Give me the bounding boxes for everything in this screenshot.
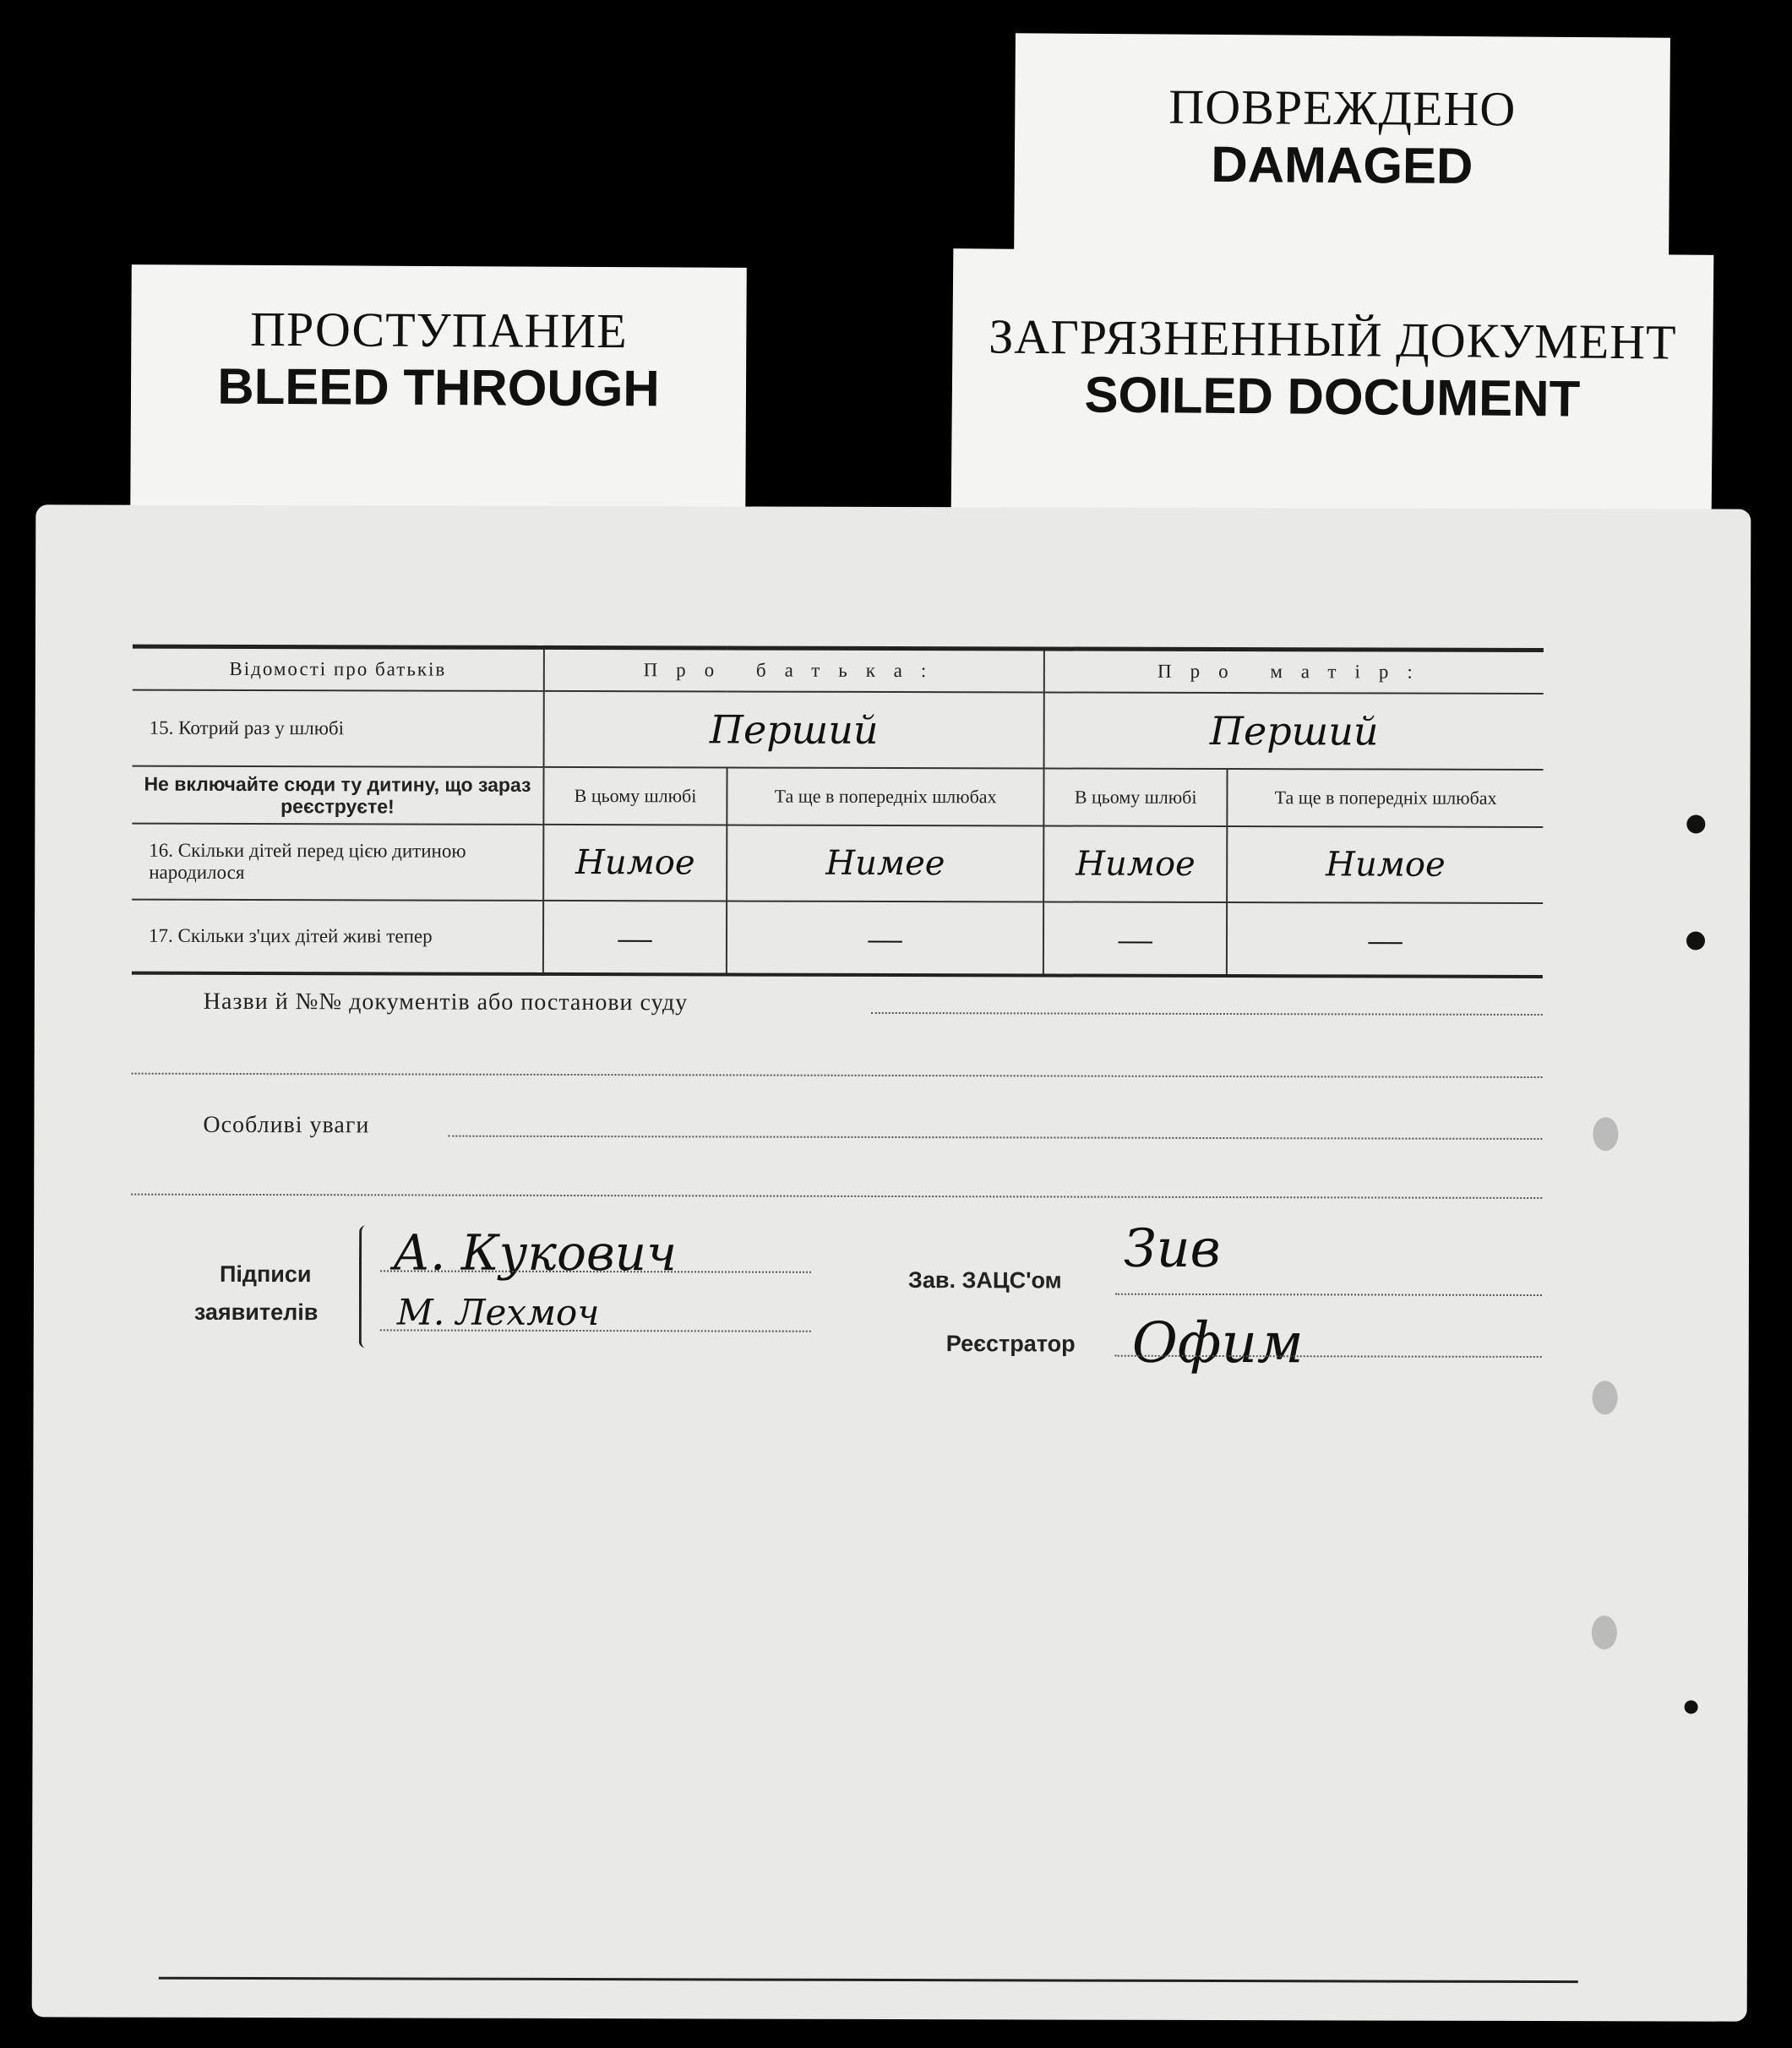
parents-info-table bbox=[132, 645, 1544, 978]
soiled-label-ru: ЗАГРЯЗНЕННЫЙ ДОКУМЕНТ bbox=[989, 308, 1677, 370]
header-parents-info: Відомості про батьків bbox=[133, 646, 544, 691]
header-father: Про батька: bbox=[544, 647, 1044, 692]
q17-father-previous: — bbox=[727, 901, 1043, 975]
signatures-brace bbox=[359, 1225, 373, 1348]
signatures-label-line1: Підписи bbox=[219, 1261, 312, 1288]
exclusion-note: Не включайте сюди ту дитину, що зараз реєструєте! bbox=[132, 766, 543, 825]
remarks-dotted-line-2 bbox=[131, 1194, 1542, 1199]
q17-label: 17. Скільки з'цих дітей живі тепер bbox=[132, 900, 543, 974]
q15-father-value: Перший bbox=[544, 691, 1044, 769]
documents-dotted-line bbox=[871, 1012, 1543, 1016]
damaged-label-card bbox=[1014, 33, 1670, 270]
q15-mother-value: Перший bbox=[1044, 692, 1544, 770]
q17-mother-previous: — bbox=[1227, 902, 1543, 977]
damaged-label-en: DAMAGED bbox=[1211, 135, 1473, 195]
mother-this-marriage-header: В цьому шлюбі bbox=[1044, 768, 1228, 826]
documents-dotted-line-2 bbox=[132, 1073, 1543, 1078]
q17-mother-this: — bbox=[1043, 901, 1227, 976]
head-office-label: Зав. ЗАЦС'ом bbox=[907, 1267, 1062, 1294]
punch-hole bbox=[1686, 814, 1705, 833]
father-previous-marriages-header: Та ще в попередніх шлюбах bbox=[727, 767, 1043, 825]
punch-hole bbox=[1593, 1117, 1618, 1151]
document-page bbox=[32, 504, 1751, 2021]
damaged-label-ru: ПОВРЕЖДЕНО bbox=[1168, 79, 1517, 137]
remarks-label: Особливі уваги bbox=[203, 1111, 370, 1139]
mother-previous-marriages-header: Та ще в попередніх шлюбах bbox=[1228, 769, 1544, 827]
punch-hole bbox=[1592, 1615, 1617, 1649]
q17-father-this: — bbox=[543, 901, 727, 975]
registrar-signature: Офим bbox=[1131, 1310, 1304, 1376]
punch-hole bbox=[1593, 1381, 1618, 1414]
applicant2-signature: М. Лехмоч bbox=[396, 1291, 600, 1334]
punch-hole bbox=[1685, 1700, 1698, 1713]
q16-father-this: Нимое bbox=[543, 825, 727, 901]
head-office-signature: Зив bbox=[1123, 1217, 1221, 1280]
applicant1-signature: А. Кукович bbox=[392, 1223, 678, 1283]
q15-label: 15. Котрий раз у шлюбі bbox=[133, 690, 544, 767]
bottom-rule bbox=[159, 1977, 1578, 1983]
head-office-dotted-line bbox=[1115, 1294, 1542, 1296]
q16-label: 16. Скільки дітей перед цією дитиною народилося bbox=[132, 824, 543, 901]
q16-mother-previous: Нимое bbox=[1227, 826, 1543, 903]
soiled-document-label-card bbox=[951, 248, 1714, 517]
bleed-through-label-card bbox=[130, 264, 747, 521]
q16-father-previous: Нимее bbox=[727, 825, 1043, 901]
q16-mother-this: Нимое bbox=[1043, 825, 1227, 902]
soiled-label-en: SOILED DOCUMENT bbox=[1084, 366, 1581, 428]
header-mother: Про матір: bbox=[1044, 649, 1544, 694]
documents-label: Назви й №№ документів або постанови суду bbox=[203, 988, 689, 1016]
signatures-label-line2: заявителів bbox=[193, 1299, 319, 1326]
remarks-dotted-line bbox=[448, 1136, 1542, 1140]
father-this-marriage-header: В цьому шлюбі bbox=[543, 767, 727, 825]
bleed-label-ru: ПРОСТУПАНИЕ bbox=[249, 301, 628, 359]
registrar-label: Реєстратор bbox=[945, 1331, 1076, 1357]
punch-hole bbox=[1686, 931, 1705, 950]
bleed-label-en: BLEED THROUGH bbox=[217, 357, 660, 417]
